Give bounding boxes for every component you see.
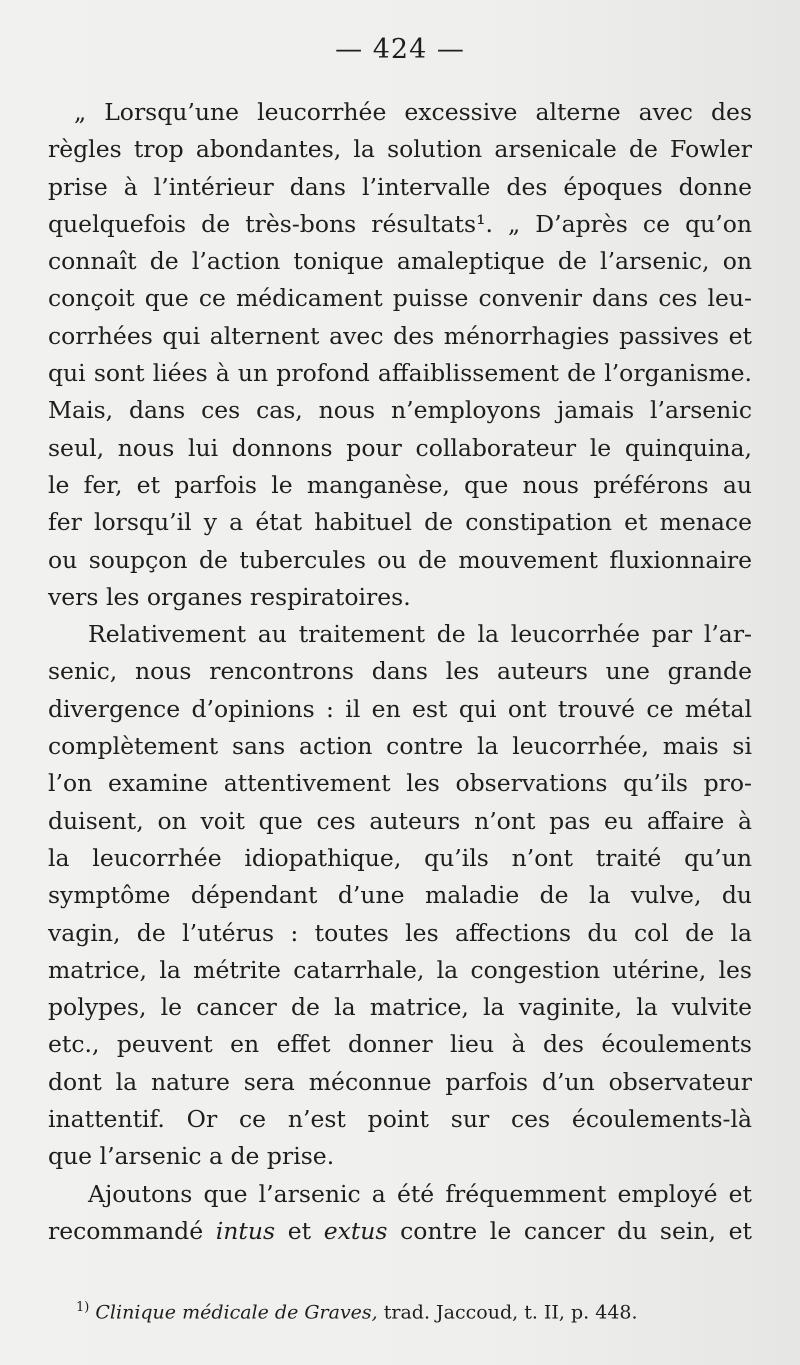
text-line: ou soupçon de tubercules ou de mouvement fluxionnaire bbox=[48, 545, 752, 574]
text-line: dont la nature sera méconnue parfois d’un observateur bbox=[48, 1067, 752, 1096]
text-line: symptôme dépendant d’une maladie de la vulve, du bbox=[48, 881, 752, 910]
footnote-marker: 1) bbox=[76, 1300, 90, 1315]
text-line: Mais, dans ces cas, nous n’employons jamais l’arsenic bbox=[48, 396, 752, 425]
italic-term: extus bbox=[323, 1216, 388, 1245]
text-line: conçoit que ce médicament puisse convenir dans ces leu- bbox=[48, 284, 752, 313]
text-line: vagin, de l’utérus : toutes les affections du col de la bbox=[48, 918, 752, 947]
text-line: quelquefois de très-bons résultats¹. „ D’après ce qu’on bbox=[48, 209, 752, 238]
text-line: Ajoutons que l’arsenic a été fréquemment employé et bbox=[88, 1179, 752, 1208]
text-line: le fer, et parfois le manganèse, que nous préférons au bbox=[48, 470, 752, 499]
text-line: senic, nous rencontrons dans les auteurs une grande bbox=[48, 657, 752, 686]
text-line: fer lorsqu’il y a état habituel de constipation et menace bbox=[48, 508, 752, 537]
body-text bbox=[48, 94, 752, 1250]
text-fragment: recommandé bbox=[48, 1216, 216, 1245]
text-line: etc., peuvent en effet donner lieu à des écoulements bbox=[48, 1030, 752, 1059]
text-line: l’on examine attentivement les observations qu’ils pro- bbox=[48, 769, 752, 798]
text-line: vers les organes respiratoires. bbox=[48, 582, 411, 611]
text-line: connaît de l’action tonique amaleptique de l’arsenic, on bbox=[48, 247, 752, 276]
italic-term: intus bbox=[215, 1216, 276, 1245]
footnote-work-title: Clinique médicale de Graves, bbox=[95, 1301, 378, 1324]
text-line: corrhées qui alternent avec des ménorrhagies passives et bbox=[48, 321, 752, 350]
text-line: règles trop abondantes, la solution arsenicale de Fowler bbox=[48, 135, 752, 164]
text-fragment: contre le cancer du sein, et bbox=[387, 1216, 752, 1245]
text-fragment: et bbox=[275, 1216, 324, 1245]
text-line: que l’arsenic a de prise. bbox=[48, 1142, 335, 1171]
text-line: „ Lorsqu’une leucorrhée excessive alterne avec des bbox=[74, 98, 752, 126]
text-line: complètement sans action contre la leucorrhée, mais si bbox=[48, 732, 752, 761]
text-line: inattentif. Or ce n’est point sur ces écoulements-là bbox=[48, 1105, 752, 1134]
text-line: seul, nous lui donnons pour collaborateur le quinquina, bbox=[48, 433, 752, 462]
page-number: — 424 — bbox=[335, 34, 465, 65]
text-line: matrice, la métrite catarrhale, la congestion utérine, les bbox=[48, 955, 752, 984]
footnote bbox=[76, 1294, 766, 1326]
text-line: qui sont liées à un profond affaiblissement de l’organisme. bbox=[48, 359, 752, 388]
text-line: prise à l’intérieur dans l’intervalle des époques donne bbox=[48, 172, 752, 201]
text-line: divergence d’opinions : il en est qui ont trouvé ce métal bbox=[48, 694, 752, 723]
text-line: la leucorrhée idiopathique, qu’ils n’ont traité qu’un bbox=[48, 843, 752, 872]
text-line-with-italics bbox=[48, 1213, 752, 1250]
text-line: polypes, le cancer de la matrice, la vaginite, la vulvite bbox=[48, 993, 752, 1022]
footnote-citation: trad. Jaccoud, t. II, p. 448. bbox=[377, 1301, 638, 1324]
text-line: Relativement au traitement de la leucorrhée par l’ar- bbox=[88, 620, 752, 649]
text-line: duisent, on voit que ces auteurs n’ont pas eu affaire à bbox=[48, 806, 752, 835]
